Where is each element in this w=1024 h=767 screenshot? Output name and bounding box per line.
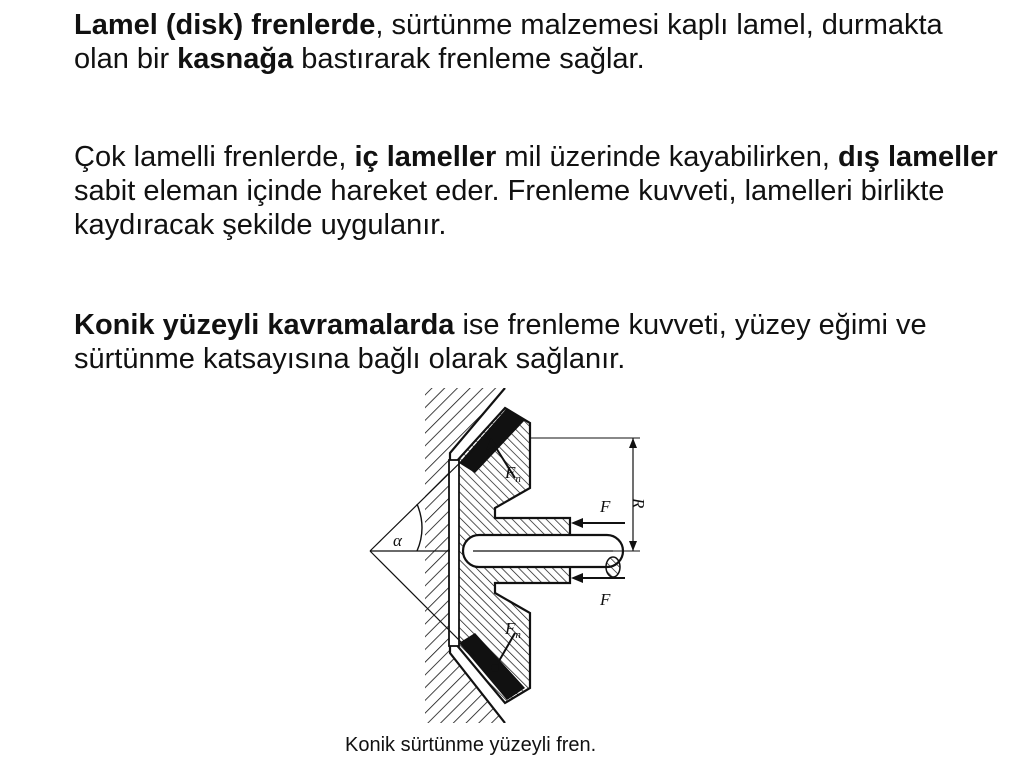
paragraph-text: sabit eleman içinde hareket eder. Frenleme kuvveti, lamelleri birlikte kaydıracak şekilde uygulanır. <box>74 175 945 241</box>
fn-bottom-label: $F_n$ <box>505 619 521 641</box>
paragraph-text: mil üzerinde kayabilirken, <box>496 141 839 173</box>
figure-caption: Konik sürtünme yüzeyli fren. <box>345 734 597 756</box>
paragraph-multi-disk-brakes <box>74 140 1004 242</box>
force-bottom-label: F <box>600 590 611 609</box>
angle-label: α <box>393 531 402 550</box>
force-top-label: F <box>600 497 611 516</box>
shaft-end <box>606 557 620 577</box>
radius-arrowhead-bottom <box>629 541 637 551</box>
radius-label: R <box>629 498 648 509</box>
fn-top-label: $F_n$ <box>505 463 521 485</box>
bold-term: iç lameller <box>354 141 497 173</box>
thin-plate <box>449 460 459 646</box>
fn-bottom-dot <box>491 664 499 672</box>
paragraph-text: , sürtünme malzemesi kaplı lamel, durmakta olan bir <box>74 9 943 75</box>
paragraph-text: ise frenleme kuvveti, yüzey eğimi ve sürtünme katsayısına bağlı olarak sağlanır. <box>74 309 927 375</box>
bold-term: kasnağa <box>177 43 294 75</box>
bold-term: Konik yüzeyli kavramalarda <box>74 309 455 341</box>
conical-brake-diagram <box>355 388 655 723</box>
radius-arrowhead-top <box>629 438 637 448</box>
paragraph-text: Çok lamelli frenlerde, <box>74 141 355 173</box>
paragraph-conical-clutches <box>74 308 1004 376</box>
angle-arc <box>417 504 422 551</box>
force-top-arrowhead <box>571 518 583 528</box>
bold-term: Lamel (disk) frenlerde <box>74 9 376 41</box>
force-bottom-arrowhead <box>571 573 583 583</box>
bold-term: dış lameller <box>838 141 998 173</box>
paragraph-text: bastırarak frenleme sağlar. <box>293 43 645 75</box>
paragraph-disk-brakes <box>74 8 1004 76</box>
